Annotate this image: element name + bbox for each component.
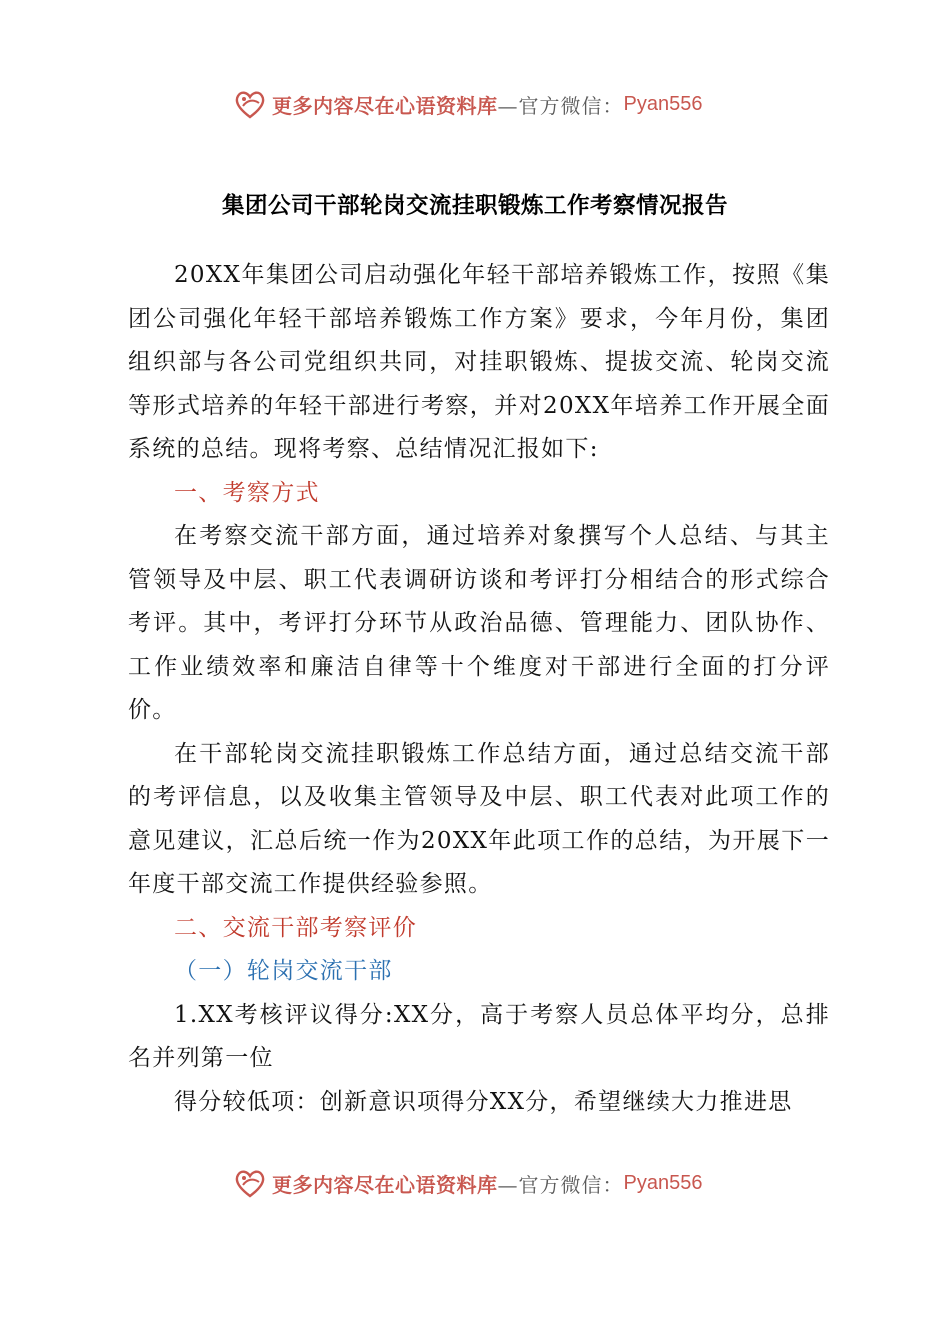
method-paragraph-1: 在考察交流干部方面，通过培养对象撰写个人总结、与其主管领导及中层、职工代表调研访谈和考评打分相结合的形式综合考评。其中，考评打分环节从政治品德、管理能力、团队协作、工作业绩效率和廉洁自律等十个维度对干部进行全面的打分评价。 <box>128 523 830 723</box>
banner-site-name: 更多内容尽在心语资料库 <box>272 93 498 118</box>
document-title: 集团公司干部轮岗交流挂职锻炼工作考察情况报告 <box>221 193 728 219</box>
banner-site-name: 更多内容尽在心语资料库 <box>272 1172 498 1197</box>
heart-scroll-logo-icon <box>232 1165 268 1201</box>
intro-paragraph: 20XX年集团公司启动强化年轻干部培养锻炼工作，按照《集团公司强化年轻干部培养锻炼工作方案》要求，今年月份，集团组织部与各公司党组织共同，对挂职锻炼、提拔交流、轮岗交流等形式培养的年轻干部进行考察，并对20XX年培养工作开展全面系统的总结。现将考察、总结情况汇报如下: <box>128 262 830 462</box>
heart-scroll-logo-icon <box>232 86 268 122</box>
section-heading-method: 一、考察方式 <box>174 479 320 506</box>
item-1-low-score: 得分较低项：创新意识项得分XX分，希望继续大力推进思 <box>174 1088 793 1115</box>
header-banner[interactable] <box>232 84 702 124</box>
banner-wechat-id: Pyan556 <box>623 92 703 115</box>
banner-wechat-label: —官方微信： <box>497 93 624 118</box>
item-1-score: 1.XX考核评议得分:XX分，高于考察人员总体平均分，总排名并列第一位 <box>128 1001 830 1071</box>
method-paragraph-2: 在干部轮岗交流挂职锻炼工作总结方面，通过总结交流干部的考评信息，以及收集主管领导及中层、职工代表对此项工作的意见建议，汇总后统一作为20XX年此项工作的总结，为开展下一年度干部交流工作提供经验参照。 <box>128 740 830 897</box>
banner-wechat-id: Pyan556 <box>623 1171 703 1194</box>
footer-banner[interactable] <box>232 1163 702 1203</box>
banner-wechat-label: —官方微信： <box>497 1172 624 1197</box>
subsection-heading-rotation: （一）轮岗交流干部 <box>174 958 393 984</box>
section-heading-evaluation: 二、交流干部考察评价 <box>174 914 417 941</box>
document-body <box>128 254 830 1124</box>
